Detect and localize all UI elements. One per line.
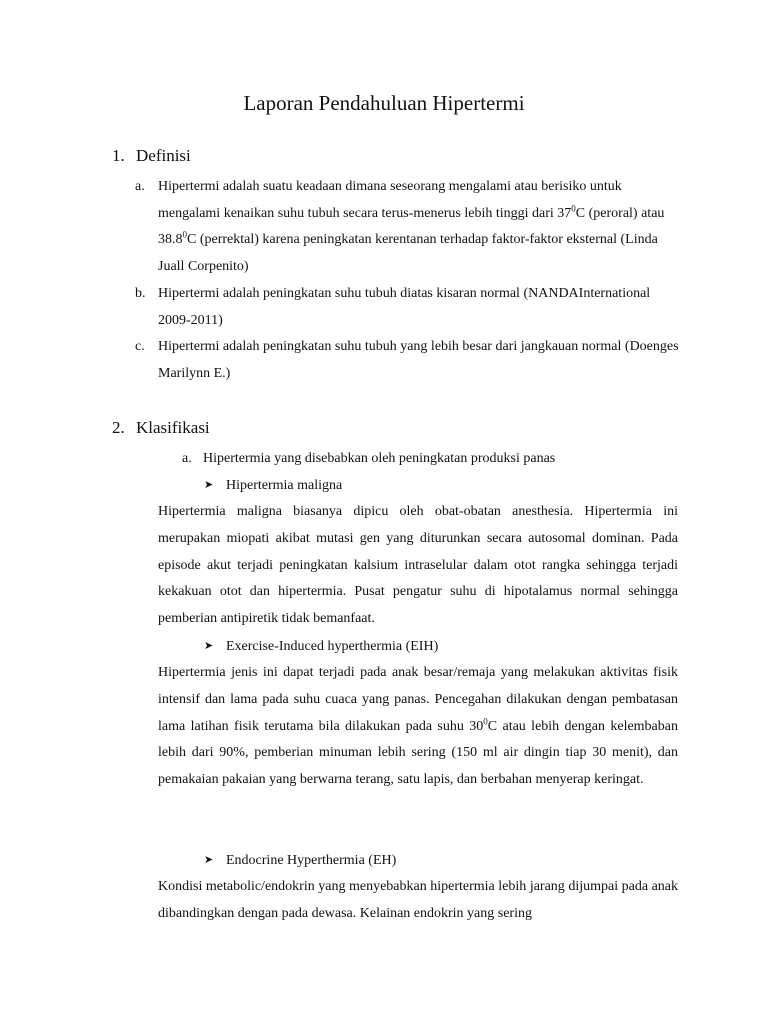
section-title: Definisi [136, 146, 191, 165]
bullet-hipertermia-maligna [204, 472, 684, 499]
arrow-bullet-icon: ➤ [204, 479, 214, 491]
arrow-bullet-icon: ➤ [204, 640, 214, 652]
arrow-bullet-icon: ➤ [204, 854, 214, 866]
list-marker: c. [135, 339, 145, 354]
definition-item-b [135, 281, 680, 334]
classification-subitem-a [182, 446, 682, 472]
bullet-label: Hipertermia maligna [226, 478, 343, 493]
section-title: Klasifikasi [136, 418, 210, 437]
page-title: Laporan Pendahuluan Hipertermi [243, 91, 525, 115]
list-marker: b. [135, 286, 146, 301]
bullet-eih [204, 633, 684, 660]
definition-item-c [135, 334, 680, 387]
paragraph-eh: Kondisi metabolic/endokrin yang menyebabkan hipertermia lebih jarang dijumpai pada anak dibandingkan dengan pada dewasa. Kelainan endokrin yang sering [158, 879, 678, 921]
section-number: 2. [112, 418, 125, 437]
bullet-label: Exercise-Induced hyperthermia (EIH) [226, 639, 439, 654]
bullet-label: Endocrine Hyperthermia (EH) [226, 853, 397, 868]
paragraph-eih: Hipertermia jenis ini dapat terjadi pada anak besar/remaja yang melakukan aktivitas fisik intensif dan lama pada suhu cuaca yang panas. Pencegahan dilakukan dengan pembatasan lama latihan fisik terutama bila dilakukan pada suhu $30^0C$ atau lebih dengan kelembaban lebih dari 90%, pemberian minuman lebih sering (150 ml air dingin tiap 30 menit), dan pemakaian pakaian yang berwarna terang, satu lapis, dan berbahan menyerap keringat. [158, 665, 678, 788]
subitem-text: Hipertermia yang disebabkan oleh peningkatan produksi panas [203, 451, 556, 466]
list-marker: a. [135, 179, 145, 194]
list-marker: a. [182, 451, 192, 466]
definition-text: Hipertermi adalah peningkatan suhu tubuh yang lebih besar dari jangkauan normal (Doenges Marilynn E.) [158, 339, 679, 381]
section-heading-definisi [112, 144, 191, 168]
section-heading-klasifikasi [112, 416, 210, 440]
definition-text: Hipertermi adalah suatu keadaan dimana seseorang mengalami atau berisiko untuk mengalami kenaikan suhu tubuh secara terus-menerus lebih tinggi dari $37^0C$ (peroral) atau 38.8$^0$C (perrektal) karena peningkatan kerentanan terhadap faktor-faktor eksternal (Linda Juall Corpenito) [158, 179, 665, 274]
paragraph-hipertermia-maligna: Hipertermia maligna biasanya dipicu oleh obat-obatan anesthesia. Hipertermia ini merupakan miopati akibat mutasi gen yang diturunkan secara autosomal dominan. Pada episode akut terjadi peningkatan kalsium intraselular dalam otot rangka sehingga terjadi kekakuan otot dan hipertermia. Pusat pengatur suhu di hipotalamus normal sehingga pemberian antipiretik tidak bemanfaat. [158, 504, 678, 627]
definition-item-a [135, 174, 680, 280]
section-number: 1. [112, 146, 125, 165]
bullet-eh [204, 847, 684, 874]
definition-text: Hipertermi adalah peningkatan suhu tubuh diatas kisaran normal (NANDAInternational 2009-2011) [158, 286, 651, 328]
